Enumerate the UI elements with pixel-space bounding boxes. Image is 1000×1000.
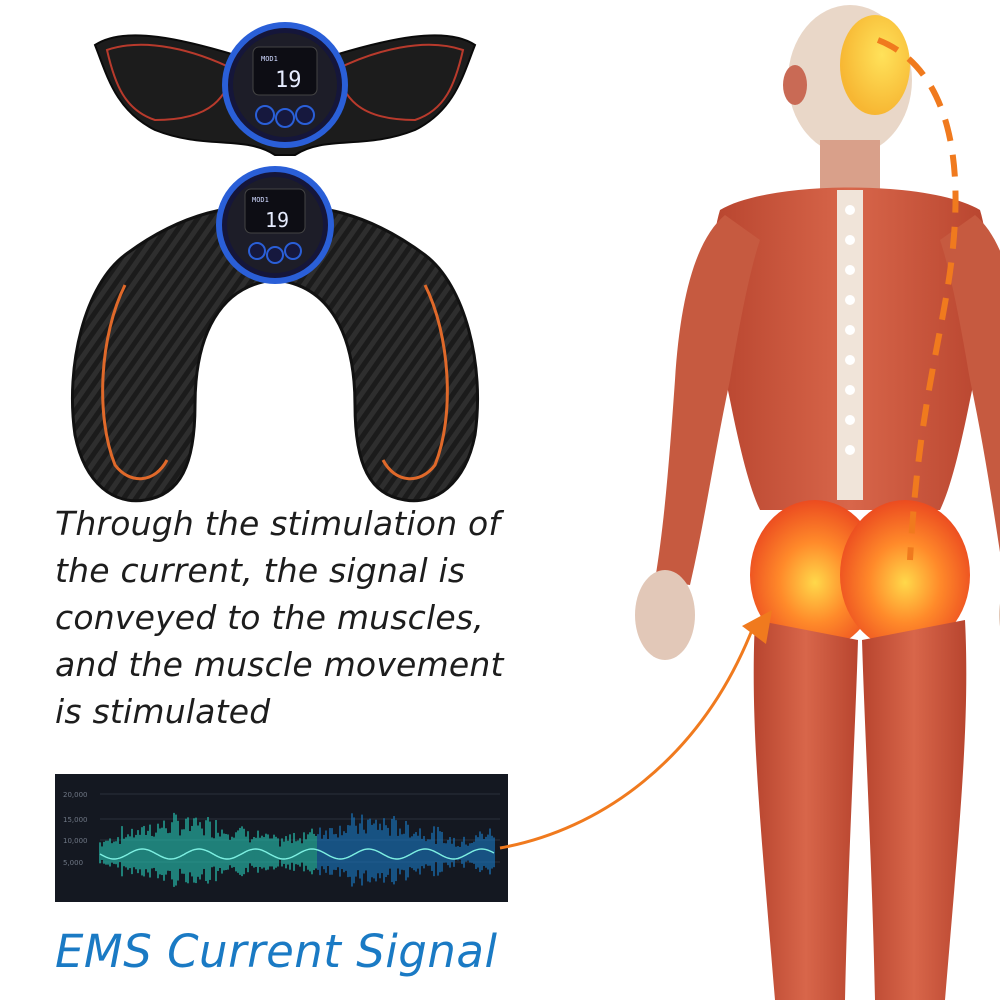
axis-label: 10,000 bbox=[63, 837, 88, 845]
caption-text: Through the stimulation of the current, the signal is conveyed to the muscles, and the muscle movement is stimulated bbox=[55, 504, 504, 731]
ems-pad-hip-trainer bbox=[55, 165, 495, 515]
plus-button[interactable] bbox=[285, 243, 301, 259]
right-leg bbox=[862, 620, 966, 1000]
mode-label: MOD1 bbox=[261, 55, 278, 63]
plus-button[interactable] bbox=[296, 106, 314, 124]
arrow-head bbox=[742, 610, 772, 644]
vertebrae bbox=[845, 205, 855, 455]
power-button[interactable] bbox=[276, 109, 294, 127]
ems-signal-waveform-panel bbox=[55, 774, 508, 902]
ems-pad-butterfly bbox=[85, 15, 485, 165]
mode-label: MOD1 bbox=[252, 196, 269, 204]
intensity-readout: 19 bbox=[265, 208, 290, 232]
minus-button[interactable] bbox=[249, 243, 265, 259]
signal-pointer-arrow bbox=[480, 600, 800, 860]
minus-button[interactable] bbox=[256, 106, 274, 124]
head-brain-highlight bbox=[840, 15, 910, 115]
ear bbox=[783, 65, 807, 105]
axis-label: 20,000 bbox=[63, 791, 88, 799]
power-button[interactable] bbox=[267, 247, 283, 263]
axis-label: 5,000 bbox=[63, 859, 84, 867]
signal-title: EMS Current Signal bbox=[55, 925, 498, 978]
intensity-readout: 19 bbox=[275, 68, 302, 93]
arrow-line bbox=[500, 630, 752, 848]
axis-label: 15,000 bbox=[63, 816, 88, 824]
